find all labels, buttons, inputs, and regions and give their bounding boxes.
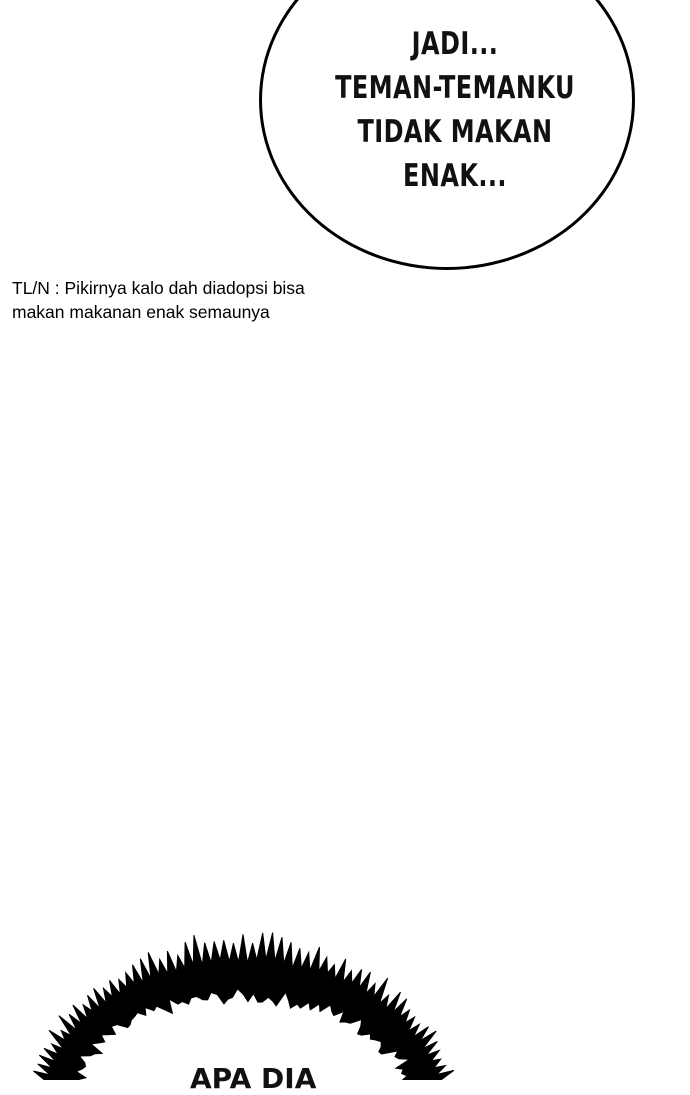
translator-note <box>12 276 372 324</box>
speech-line-1: JADI... <box>411 26 499 62</box>
speech-line-4: ENAK... <box>403 158 507 194</box>
speech-bubble-text <box>322 22 589 198</box>
speech-line-3: TIDAK MAKAN <box>357 114 553 150</box>
shout-partial-text: APA DIA <box>190 1062 317 1095</box>
speech-line-2: TEMAN-TEMANKU <box>335 70 575 106</box>
spiky-shout-bubble <box>0 920 690 1080</box>
translator-note-line-2: makan makanan enak semaunya <box>12 302 270 322</box>
translator-note-line-1: TL/N : Pikirnya kalo dah diadopsi bisa <box>12 278 305 298</box>
